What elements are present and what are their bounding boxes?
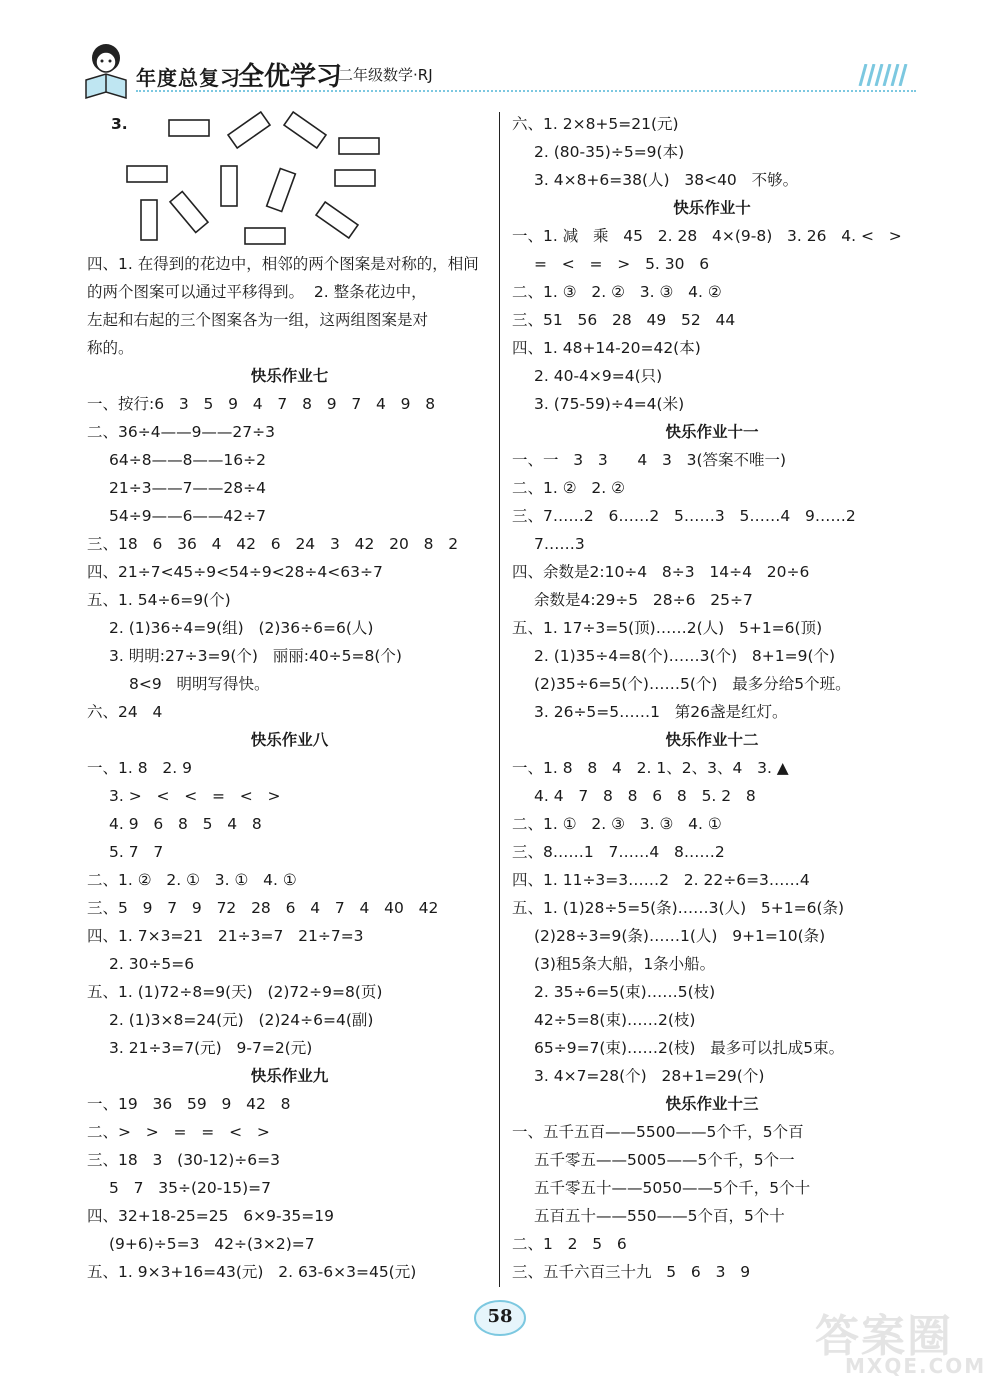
answer-line: 三、18 6 36 4 42 6 24 3 42 20 8 2 (87, 535, 459, 553)
left-column (87, 110, 492, 1286)
answer-line: 五、1. 9×3+16=43(元) 2. 63-6×3=45(元) (87, 1263, 417, 1281)
answer-line: (3)租5条大船，1条小船。 (534, 955, 716, 973)
answer-line: 2. 40-4×9=4(只) (534, 367, 663, 385)
right-12-block (512, 754, 912, 1090)
section-title-9: 快乐作业九 (250, 1067, 329, 1085)
answer-line: 3. 21÷3=7(元) 9-7=2(元) (109, 1039, 313, 1057)
answer-line: 五、1. 54÷6=9(个) (87, 591, 231, 609)
answer-line: 65÷9=7(束)……2(枝) 最多可以扎成5束。 (534, 1039, 845, 1057)
header-subtitle: 二年级数学·RJ (338, 66, 433, 84)
watermark-text: 答案圈 (815, 1311, 953, 1362)
answer-line: 2. 30÷5=6 (109, 955, 195, 973)
section-title-8: 快乐作业八 (250, 731, 329, 749)
answer-line: 一、按行:6 3 5 9 4 7 8 9 7 4 9 8 (87, 395, 436, 413)
answer-line: 三、7……2 6……2 5……3 5……4 9……2 (512, 507, 856, 525)
answer-line: 三、五千六百三十九 5 6 3 9 (512, 1263, 751, 1281)
answer-line: 一、1. 减 乘 45 2. 28 4×(9-8) 3. 26 4. < > (512, 227, 902, 245)
answer-line: 余数是4:29÷5 28÷6 25÷7 (534, 591, 753, 609)
answer-line: 3. 26÷5=5……1 第26盏是红灯。 (534, 703, 788, 721)
answer-line: 一、1. 8 8 4 2. 1、2、3、4 3. ▲ (512, 759, 789, 777)
sketch-label: 3. (111, 115, 128, 133)
answer-line: 二、36÷4——9——27÷3 (87, 423, 276, 441)
header-rule (136, 90, 916, 92)
right-13-block (512, 1118, 912, 1286)
section-title-7: 快乐作业七 (250, 367, 329, 385)
answer-line: 三、5 9 7 9 72 28 6 4 7 4 40 42 (87, 899, 439, 917)
answer-line: 四、1. 在得到的花边中，相邻的两个图案是对称的，相间 (87, 255, 479, 273)
left-8-block (87, 754, 492, 1062)
answer-line: 二、1. ② 2. ② (512, 479, 626, 497)
answer-line: 一、五千五百——5500——5个千，5个百 (512, 1123, 804, 1141)
watermark-url: MXQE.COM (845, 1354, 987, 1378)
answer-line: 3. (75-59)÷4=4(米) (534, 395, 685, 413)
header-brand: 全优学习 (238, 62, 343, 92)
answer-line: 7……3 (534, 535, 585, 553)
section-title-12: 快乐作业十二 (665, 731, 759, 749)
answer-line: 四、1. 11÷3=3……2 2. 22÷6=3……4 (512, 871, 810, 889)
rectangles-figure (117, 110, 457, 250)
page-number: 58 (487, 1306, 513, 1327)
header-stripes-icon (858, 64, 910, 86)
answer-line: 3. > < < = < > (109, 787, 281, 805)
answer-line: 4. 4 7 8 8 6 8 5. 2 8 (534, 787, 756, 805)
answer-line: 二、1. ① 2. ③ 3. ③ 4. ① (512, 815, 722, 833)
watermark (815, 1300, 995, 1390)
section-title-10: 快乐作业十 (673, 199, 751, 217)
page-header (80, 40, 910, 110)
answer-line: 四、21÷7<45÷9<54÷9<28÷4<63÷7 (87, 563, 383, 581)
answer-line: 五、1. (1)28÷5=5(条)……3(人) 5+1=6(条) (512, 899, 845, 917)
answer-line: 3. 4×8+6=38(人) 38<40 不够。 (534, 171, 799, 189)
answer-line: 一、19 36 59 9 42 8 (87, 1095, 291, 1113)
section-title-13: 快乐作业十三 (665, 1095, 759, 1113)
answer-line: 54÷9——6——42÷7 (109, 507, 267, 525)
left-7-block (87, 390, 492, 726)
left-9-block (87, 1090, 492, 1286)
answer-line: 五千零五十——5050——5个千，5个十 (534, 1179, 811, 1197)
answer-line: 5. 7 7 (109, 843, 164, 861)
answer-line: 四、32+18-25=25 6×9-35=19 (87, 1207, 334, 1225)
answer-line: 64÷8——8——16÷2 (109, 451, 267, 469)
answer-line: 五千零五——5005——5个千，5个一 (534, 1151, 795, 1169)
answer-line: 五、1. 17÷3=5(顶)……2(人) 5+1=6(顶) (512, 619, 823, 637)
answer-line: 三、51 56 28 49 52 44 (512, 311, 736, 329)
answer-line: 2. (1)3×8=24(元) (2)24÷6=4(副) (109, 1011, 374, 1029)
column-divider (499, 112, 500, 1287)
right-column (512, 110, 912, 1286)
answer-line: 二、1 2 5 6 (512, 1235, 627, 1253)
left-a-block (87, 250, 492, 362)
answer-line: 3. 4×7=28(个) 28+1=29(个) (534, 1067, 765, 1085)
header-title: 年度总复习 (136, 66, 241, 90)
answer-line: (2)35÷6=5(个)……5(个) 最多分给5个班。 (534, 675, 851, 693)
reading-child-icon (80, 40, 132, 104)
right-11-block (512, 446, 912, 726)
answer-line: 四、1. 48+14-20=42(本) (512, 339, 701, 357)
answer-line: 2. (1)35÷4=8(个)……3(个) 8+1=9(个) (534, 647, 836, 665)
answer-line: = < = > 5. 30 6 (534, 255, 710, 273)
answer-line: (2)28÷3=9(条)……1(人) 9+1=10(条) (534, 927, 826, 945)
answer-line: 3. 明明:27÷3=9(个) 丽丽:40÷5=8(个) (109, 647, 402, 665)
answer-line: 五百五十——550——5个百，5个十 (534, 1207, 785, 1225)
answer-line: 21÷3——7——28÷4 (109, 479, 267, 497)
answer-line: 四、余数是2:10÷4 8÷3 14÷4 20÷6 (512, 563, 810, 581)
answer-line: 二、> > = = < > (87, 1123, 270, 1141)
answer-line: 2. (80-35)÷5=9(本) (534, 143, 685, 161)
answer-line: 三、18 3 (30-12)÷6=3 (87, 1151, 280, 1169)
answer-line: 4. 9 6 8 5 4 8 (109, 815, 262, 833)
right-10-block (512, 222, 912, 418)
answer-line: 二、1. ② 2. ① 3. ① 4. ① (87, 871, 297, 889)
answer-line: 2. 35÷6=5(束)……5(枝) (534, 983, 716, 1001)
answer-line: 二、1. ③ 2. ② 3. ③ 4. ② (512, 283, 722, 301)
answer-line: 的两个图案可以通过平移得到。 2. 整条花边中， (87, 283, 427, 301)
answer-line: 四、1. 7×3=21 21÷3=7 21÷7=3 (87, 927, 364, 945)
answer-line: 2. (1)36÷4=9(组) (2)36÷6=6(人) (109, 619, 374, 637)
answer-line: 8<9 明明写得快。 (129, 675, 270, 693)
section-title-11: 快乐作业十一 (665, 423, 759, 441)
answer-line: 左起和右起的三个图案各为一组，这两组图案是对 (87, 311, 429, 329)
page-number-badge (473, 1298, 527, 1338)
answer-line: 称的。 (87, 339, 134, 357)
answer-line: 42÷5=8(束)……2(枝) (534, 1011, 696, 1029)
answer-line: 五、1. (1)72÷8=9(天) (2)72÷9=8(页) (87, 983, 383, 1001)
answer-line: 六、1. 2×8+5=21(元) (512, 115, 679, 133)
rectangle-sketch (87, 110, 492, 250)
answer-line: 一、一 3 3 4 3 3(答案不唯一) (512, 451, 787, 469)
answer-line: 一、1. 8 2. 9 (87, 759, 192, 777)
answer-line: 三、8……1 7……4 8……2 (512, 843, 725, 861)
answer-line: 六、24 4 (87, 703, 163, 721)
answer-line: (9+6)÷5=3 42÷(3×2)=7 (109, 1235, 315, 1253)
right-a-block (512, 110, 912, 194)
answer-line: 5 7 35÷(20-15)=7 (109, 1179, 271, 1197)
